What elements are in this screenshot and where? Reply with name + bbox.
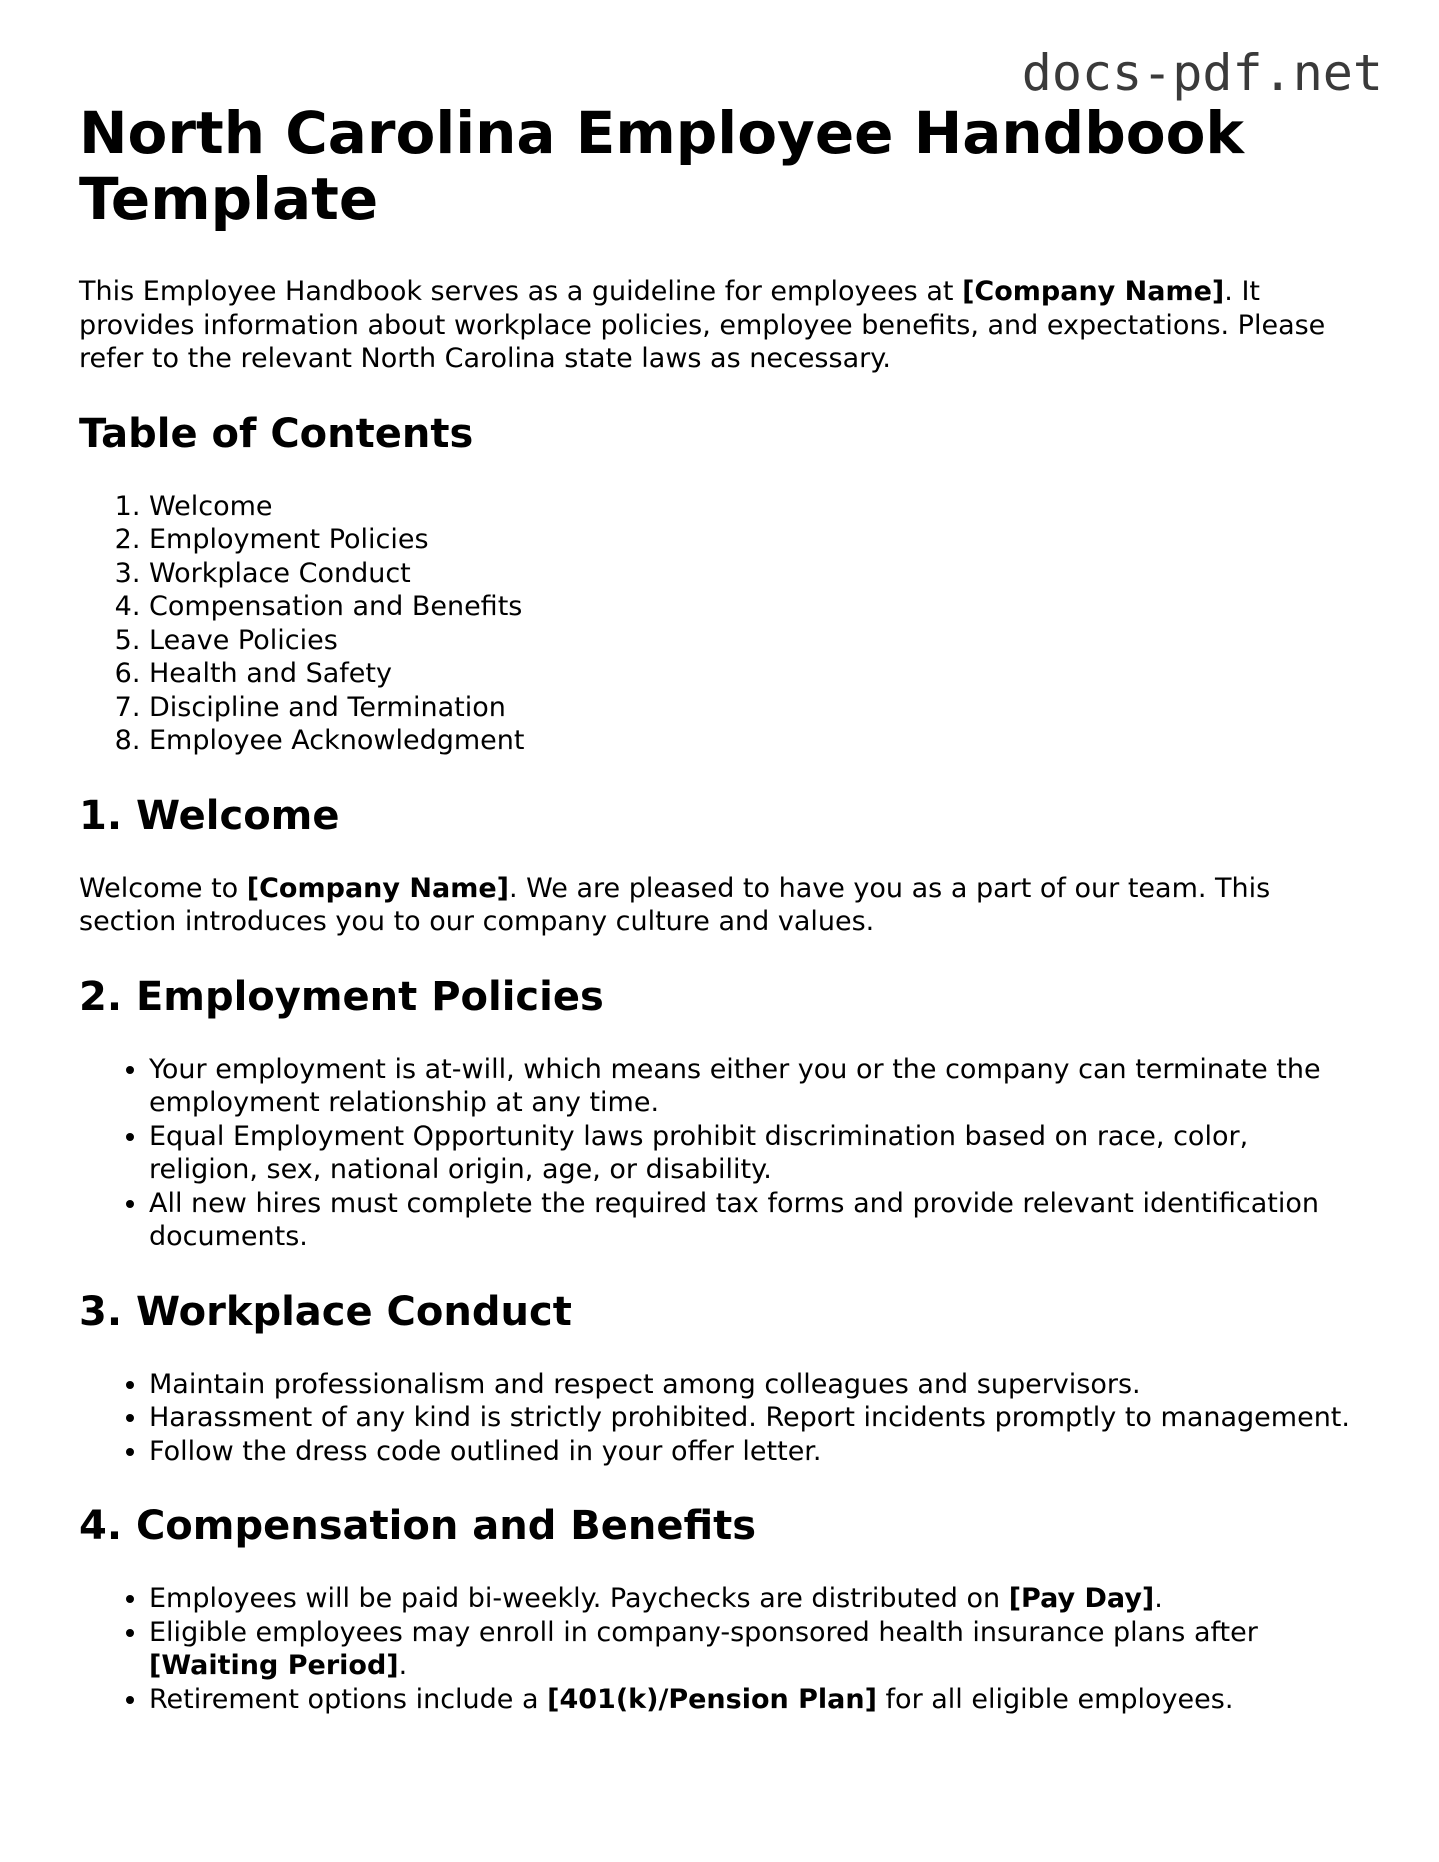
insurance-text-start: Eligible employees may enroll in company-sponsored health insurance plans after: [149, 1616, 1258, 1648]
toc-item: 8. Employee Acknowledgment: [149, 724, 1359, 758]
retirement-plan-placeholder: [401(k)/Pension Plan]: [547, 1683, 877, 1715]
workplace-conduct-heading: 3. Workplace Conduct: [79, 1288, 572, 1335]
toc-list: [79, 490, 1359, 758]
intro-paragraph: [79, 275, 1359, 376]
company-name-placeholder: [Company Name]: [246, 872, 509, 904]
retirement-text-end: for all eligible employees.: [876, 1683, 1234, 1715]
retirement-text-start: Retirement options include a: [149, 1683, 548, 1715]
toc-item: 4. Compensation and Benefits: [149, 590, 1359, 624]
toc-item: 7. Discipline and Termination: [149, 691, 1359, 725]
list-item: • Equal Employment Opportunity laws prohibit discrimination based on race, color, religion, sex, national origin, age, or disability.: [149, 1120, 1359, 1187]
compensation-heading: 4. Compensation and Benefits: [79, 1503, 757, 1549]
list-item: • All new hires must complete the required tax forms and provide relevant identification documents.: [149, 1187, 1359, 1254]
pay-text-start: Employees will be paid bi-weekly. Paychecks are distributed on: [149, 1583, 1009, 1614]
document-page: [79, 100, 1359, 1716]
list-item: [149, 1582, 1359, 1616]
toc-item: 6. Health and Safety: [149, 657, 1359, 691]
toc-item: 5. Leave Policies: [149, 624, 1359, 658]
list-item: • Harassment of any kind is strictly prohibited. Report incidents promptly to management.: [149, 1401, 1359, 1435]
company-name-placeholder: [Company Name]: [962, 276, 1225, 307]
watermark: docs-pdf.net: [1021, 44, 1383, 102]
intro-text-start: This Employee Handbook serves as a guideline for employees at: [79, 276, 963, 307]
toc-heading: Table of Contents: [79, 410, 474, 457]
intro-text-end: . It provides information about workplace policies, employee benefits, and expectations. Please refer to the relevant North Carolina state laws as necessary.: [79, 276, 1326, 374]
pay-text-end: .: [1154, 1583, 1163, 1614]
employment-policies-heading: 2. Employment Policies: [79, 973, 604, 1020]
welcome-paragraph: [79, 872, 1359, 939]
compensation-list: [79, 1582, 1359, 1716]
document-title: North Carolina Employee Handbook Template: [79, 99, 1244, 233]
list-item: [149, 1616, 1359, 1683]
list-item: • Maintain professionalism and respect among colleagues and supervisors.: [149, 1368, 1359, 1402]
insurance-text-end: .: [398, 1650, 408, 1681]
list-item: • Follow the dress code outlined in your offer letter.: [149, 1435, 1359, 1469]
toc-item: 3. Workplace Conduct: [149, 557, 1359, 591]
welcome-text-start: Welcome to: [79, 872, 247, 904]
toc-item: 1. Welcome: [149, 490, 1359, 524]
list-item: • Your employment is at-will, which means either you or the company can terminate the employment relationship at any time.: [149, 1053, 1359, 1120]
employment-policies-list: [79, 1053, 1359, 1254]
welcome-heading: 1. Welcome: [79, 792, 340, 839]
workplace-conduct-list: [79, 1368, 1359, 1469]
pay-day-placeholder: [Pay Day]: [1008, 1583, 1155, 1614]
welcome-text-end: . We are pleased to have you as a part of our team. This section introduces you to our company culture and values.: [79, 872, 1271, 937]
toc-item: 2. Employment Policies: [149, 523, 1359, 557]
list-item: [149, 1683, 1359, 1717]
waiting-period-placeholder: [Waiting Period]: [149, 1650, 399, 1681]
